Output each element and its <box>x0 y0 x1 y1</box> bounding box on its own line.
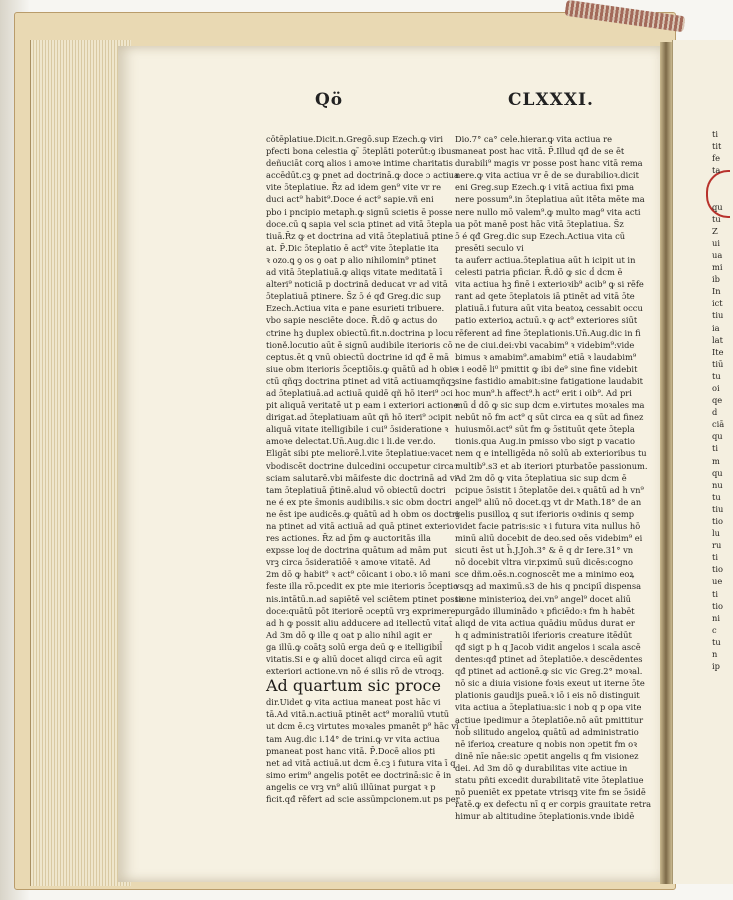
text-line: alteri⁹ noticiā p doctrinā deducat vr ad vitā <box>266 279 448 290</box>
text-line: tione ministerioꝝ dei.vn⁹ angel⁹ docet aliū <box>455 593 632 604</box>
facing-fragment: Ite <box>712 346 724 357</box>
book-gutter <box>660 42 672 884</box>
text-line: tionis.qua Aug.in pmisso vbo sigt p vacatio <box>455 436 635 447</box>
running-head-right: CLXXXI. <box>508 90 594 110</box>
text-line: sicuti ēst ut h̄.J.Joh.3° & ē q dr Iere.31° vn <box>455 545 634 556</box>
text-line: ꝛ ozo.ꝗ ꝯ os ꝯ oat p alio nihilomin⁹ ptinet <box>266 254 437 265</box>
text-line: nō sic a diuia visione foꝛis exeut ut iterne ɔ̄te <box>455 678 645 689</box>
facing-fragment: n <box>712 649 718 660</box>
facing-fragment: qe <box>712 395 723 406</box>
text-line: angel⁹ aliū nō docet.qꝫ vt dr Math.18° de an <box>455 496 642 507</box>
text-line: patio exterioꝝ actuū.ꝛ ꝙ act⁹ exteriores siūt <box>455 315 638 326</box>
text-line: qđ sigt p h q Jacob vidit angelos i scala ascē <box>455 641 641 652</box>
text-line: vsqꝫ ad maximū.s3 de his q pncipiī dispensa <box>455 581 642 592</box>
text-line: duci act⁹ habit⁹.Doce é act⁹ sapie.vñ eni <box>266 194 434 205</box>
text-line: ctū qñqꝫ doctrina ptinet ad vitā actiuamqñqꝫ <box>266 375 456 386</box>
facing-fragment: lu <box>712 528 720 539</box>
facing-fragment: ia <box>712 322 720 333</box>
facing-fragment: ru <box>712 540 722 551</box>
text-line: ɔ̄teplatiuā ptinere. S̄z ɔ̄ é qđ Greg.dic sup <box>266 291 441 302</box>
page-edges <box>30 40 131 886</box>
text-line: pbo i pncipio metaph.ꝙ signū scietis ē posse <box>266 206 453 217</box>
text-line: pfecti bona celestia ꝙ ̄ ɔ̄teplāti poterūt:ꝯ ibus <box>266 146 456 157</box>
text-line: sciam salutarē.vbi māifeste dic doctrinā ad vi <box>266 472 458 483</box>
facing-fragment: tu <box>712 491 721 502</box>
facing-fragment: ti <box>712 129 718 139</box>
facing-fragment: c <box>712 624 717 635</box>
text-line: vita actiua hꝫ finē i exterioꝛib⁹ acib⁹ ꝙ si rēfe <box>455 279 644 290</box>
text-line: cōtēplatiue.Dicit.n.Gregō.sup Ezech.ꝙ viri <box>266 134 444 144</box>
text-line: huiusmōi.act⁹ sūt fm ꝙ ɔ̄stituūt qete ɔ̄tepla <box>455 424 635 435</box>
text-line: net ad vitā actiuā.ut dcm ē.cꝫ i futura vita ī q <box>266 757 456 768</box>
facing-fragment: ui <box>712 237 720 248</box>
text-line: vita actiua a ɔ̄teplatiua:sic i nob q p opa vite <box>455 702 642 713</box>
text-line: accēdūt.cꝫ ꝙ pnet ad doctrinā.ꝙ doce ɔ actiua <box>266 170 459 181</box>
facing-page-text <box>712 128 726 672</box>
facing-fragment: ti <box>712 552 718 563</box>
text-line: minū aliū docebit de deo.sed oēs videbim⁹ ei <box>455 533 643 544</box>
facing-fragment: mi <box>712 262 723 273</box>
facing-fragment: ta <box>712 165 721 176</box>
facing-fragment: ict <box>712 298 723 309</box>
text-line: angelis ce vrꝫ vn⁹ aliū illūinat purgat ꝛ p <box>266 781 436 792</box>
text-line: dei. Ad 3m dō ꝙ durabilitas vite actiue in <box>455 762 628 773</box>
facing-fragment: tu <box>712 636 721 647</box>
text-line: h q administratiōi iferioris creature itēdūt <box>455 629 632 640</box>
text-line: ceptus.ēt ꝗ vnū obiectū doctrine id qđ ē mā <box>266 351 450 362</box>
text-line: pit aliquā veritatē ut p eam i exteriori actione <box>266 400 459 411</box>
facing-fragment: qu <box>712 431 723 442</box>
text-line: vrꝫ circa ɔ̄sideratiōē ꝛ amoꝛe vitatē. Ad <box>266 557 431 568</box>
text-line: pmaneat post hanc vitā. P̄.Docē alios pti <box>266 745 436 756</box>
text-line: rant ad qete ɔ̄teplatois iā ptinēt ad vitā ɔ̄te <box>455 291 635 302</box>
text-line: actiue ipedimur a ɔ̄teplatiōe.nō aūt pmittitur <box>455 714 644 725</box>
text-line: ꝛ i eodē li⁰ pmittit ꝙ ibi de⁹ sine fine videbit <box>455 363 638 374</box>
text-line: tiuā.R̄z ꝙ et doctrina ad vitā ɔ̄teplatiuā ptine <box>266 230 454 241</box>
facing-fragment: tio <box>712 600 723 611</box>
text-line: videt facie patris:sic ꝛ i futura vita nullus hō <box>455 521 641 531</box>
text-line: tioně.locutio aūt ē signū audibile iterioris cō <box>266 339 453 350</box>
facing-fragment: In <box>712 286 721 297</box>
text-line: vbodiscēt doctrine dulcedini occupetur circa <box>266 460 455 471</box>
text-line: ɔ̄ é qđ Greg.dic sup Ezech.Actiua vita cū <box>455 230 626 241</box>
text-line: Ad 3m dō ꝙ ille q oat p alio nihil agit er <box>266 629 432 640</box>
text-line: doce:quātū pōt iteriorē ɔceptū vrꝫ exprimere <box>266 605 456 616</box>
text-line: nē iferioꝝ creature q nobis non ɔpetit fm oꝛ <box>455 738 638 749</box>
text-line: ta auferr actiua.ɔ̄teplatiua aūt h icipit ut in <box>455 254 636 265</box>
text-line: exteriori actione.vn nō é silis rō de vtroqꝫ. <box>266 666 445 677</box>
text-line: ficit.qđ rēfert ad scie assūmpcionem.ut ps per <box>266 793 460 804</box>
text-line: sce dñm.oēs.n.cognoscēt me a minimo eoꝝ <box>455 569 635 580</box>
text-line: presēti seculo vi <box>455 242 524 253</box>
facing-fragment: ib <box>712 274 720 285</box>
facing-fragment: Z <box>712 225 718 236</box>
text-line: durabili⁹ magis vr posse post hanc vitā rema <box>455 158 643 169</box>
facing-fragment: tio <box>712 516 723 526</box>
text-line: nō docebit vltra vir.pximū suū dicēs:cogno <box>455 557 633 568</box>
facing-fragment: ue <box>712 576 723 587</box>
text-line: sine fastidio amabit:sine fatigatione laudabit <box>455 375 643 386</box>
facing-fragment: tu <box>712 370 721 381</box>
text-line: ne ēst ipe audicēs.ꝙ quātū ad h obm os doctri <box>266 508 459 519</box>
text-line: dentes:qđ ptinet ad ɔ̄teplatiōe.ꝛ descēdentes <box>455 654 643 665</box>
text-line: hoc mun⁹.h affect⁹.h act⁹ erit i oib⁹. Ad pri <box>455 387 632 398</box>
text-line: tam ɔ̄teplatiuā p̄tinē.alud vō obiectū doctri <box>266 484 446 495</box>
text-line: Dio.7° ca° cele.hierar.ꝙ vita actiua re <box>455 134 613 144</box>
text-line: qđ ptinet ad actionē.ꝙ sic vic Greg.2° moꝛal. <box>455 666 643 677</box>
facing-fragment: oi <box>712 382 720 393</box>
text-line: vite ɔ̄teplatiue. R̄z ad idem gen⁹ vite vr re <box>266 182 441 193</box>
facing-fragment <box>712 176 726 188</box>
text-line: maneat post hac vitā. P̄.Illud qđ de se ēt <box>455 146 625 157</box>
facing-fragment: tiu <box>712 310 724 321</box>
text-line: ut dcm ē.cꝫ virtutes moꝛales pmanēt p⁹ hāc vi <box>266 721 459 732</box>
text-line: dinē nīe nāe:sic ɔpetit angelis q fm visionez <box>455 750 639 761</box>
left-text-column <box>266 133 464 805</box>
text-line: doce.cū ꝗ sapia vel scia ptinet ad vitā ɔ̄tepla <box>266 218 453 229</box>
text-line: rēferent ad fine ɔ̄teplationis.Un̄.Aug.dic in fi <box>455 327 641 338</box>
text-line: amoꝛe delectat.Un̄.Aug.dic i li.de ver.do. <box>266 436 436 447</box>
text-line: nere.ꝙ vita actiua vr ē de se durabilioꝛ.dicit <box>455 170 639 181</box>
facing-fragment: qu <box>712 201 723 212</box>
text-line: vitatis.Si e ꝙ aliū docet aliqd circa eū agit <box>266 654 443 665</box>
text-line: Ad 2m dō ꝙ vita ɔ̄teplatiua sic sup dcm ē <box>455 472 627 483</box>
text-line: nob̄ silitudo angeloꝝ quātū ad administratio <box>455 726 639 737</box>
text-line: dirigat.ad ɔ̄teplatiuam aūt qñ hō iteri⁹ ɔcipit <box>266 412 452 423</box>
facing-fragment: ciā <box>712 419 725 430</box>
facing-fragment <box>712 188 726 200</box>
text-line: nere nullo mō valem⁹.ꝙ multo mag⁹ vita acti <box>455 206 641 217</box>
text-line: nebūt nō fm act⁹ q sūt circa ea q sūt ad finez <box>455 412 644 423</box>
text-line: expsse loqͥ de doctrina quātum ad mām put <box>266 545 448 556</box>
text-line: ad ɔ̄teplatiuā.ad actiuā quidē qñ hō iteri⁹ ɔci <box>266 387 453 398</box>
text-line: multib⁹.s3 et ab iteriori pturbatōe passionum. <box>455 460 648 471</box>
facing-fragment: ti <box>712 443 718 454</box>
text-line: ad h ꝙ possit aliu adducere ad itellectū vitat̄ <box>266 617 453 628</box>
text-line: tam Aug.dic i.14° de trini.ꝙ vr vita actiua <box>266 733 440 744</box>
text-line: ad vitā ɔ̄teplatiuā.ꝙ aliqs vitate meditatā ī <box>266 267 443 278</box>
facing-fragment: tiū <box>712 358 724 369</box>
text-line: mū ḋ dō ꝙ sic sup dcm e.virtutes moꝛales ma <box>455 400 645 411</box>
text-line: dir.Uidet ꝙ vita actiua maneat post hāc vi <box>266 697 441 708</box>
text-line: eni Greg.sup Ezech.ꝙ i vitā actiua fixi pma <box>455 182 635 193</box>
text-line: ratē.ꝙ ex defectu nī q er corpis grauitate retra <box>455 799 652 810</box>
text-line: platiuā.i futura aūt vita beatoꝝ cessabit occu <box>455 303 643 314</box>
text-line: ne de ciui.dei:vbi vacabim⁹ ꝛ videbim⁹:vide <box>455 339 635 350</box>
facing-fragment: ua <box>712 249 723 260</box>
facing-fragment: lat <box>712 334 723 345</box>
facing-fragment: ti <box>712 588 718 599</box>
text-line: aliqd de vita actiua quādiu mūdus durat er <box>455 617 635 628</box>
facing-fragment: qu <box>712 467 723 478</box>
text-line: ne é ex pte s̄monis audibilis.ꝛ sic obm doctri <box>266 496 452 507</box>
facing-fragment: tu <box>712 213 721 224</box>
text-line: nis.intātū.n.ad sapiētē vel sciētem ptinet posse <box>266 593 464 604</box>
text-line: simo erim⁹ angelis potēt ee doctrinā:sic ē in <box>266 769 452 780</box>
facing-fragment: tio <box>712 564 723 575</box>
facing-fragment: d <box>712 407 718 418</box>
text-line: vbo sapie nesciēte doce. R̄.dō ꝙ actus do <box>266 315 438 326</box>
text-line: at. P̄.Dic ɔ̄teplatio ē act⁹ vite ɔ̄teplatie ita <box>266 242 439 253</box>
text-line: plationis gaudijs pueā.ꝛ iō i eis nō distinguit <box>455 690 640 701</box>
text-line: pcipue ɔ̄sistit i ɔ̄teplatōe dei.ꝛ quātū ad h vn⁹ <box>455 484 644 495</box>
text-line: gelis pusilloꝝ q sut iferioris oꝛdinis q semp <box>455 508 635 519</box>
facing-fragment: tit <box>712 141 722 152</box>
facing-fragment: ni <box>712 612 720 623</box>
facing-fragment: fe <box>712 153 720 164</box>
text-line: deñuciāt corꝗ alios i amoꝛe intime charitatis <box>266 158 453 169</box>
facing-fragment: m <box>712 455 720 466</box>
running-head-left: Qö <box>315 90 344 110</box>
text-line: ga illū.ꝙ coātꝫ solū erga deū ꝙ e itelligibil̄ <box>266 641 443 652</box>
text-line: ctrine hꝫ duplex obiectū.fit.n.doctrina p locu <box>266 327 454 338</box>
text-line: statu pñti excedit durabilitatē vite ɔ̄teplatiue <box>455 774 644 785</box>
facing-fragment: ip <box>712 661 720 672</box>
text-line: Eligāt sibi pte meliorē.l.vite ɔ̄teplatiue:vacet <box>266 448 453 459</box>
text-line: aliquā vitate itelligibile i cui⁹ ɔ̄sideratione ꝛ <box>266 424 449 435</box>
text-line: celesti patria pficiar. R̄.dō ꝙ sic ḋ dcm ē <box>455 267 623 278</box>
article-heading: Ad quartum sic proce <box>266 676 441 696</box>
facing-fragment: tiu <box>712 503 724 514</box>
right-text-column <box>455 133 652 822</box>
text-line: purgādo illuminādo ꝛ pficiēdo:ꝛ fm h habēt <box>455 605 635 616</box>
text-line: res actiones. R̄z ad p̄m ꝙ auctoritās illa <box>266 533 431 544</box>
facing-fragment: nu <box>712 479 723 490</box>
text-line: siue obm iterioris ɔ̄ceptiōis.ꝙ quātū ad h obie <box>266 363 458 374</box>
text-line: himur ab altitudine ɔ̄teplationis.vnde ibidē <box>455 811 635 822</box>
text-line: 2m dō ꝙ habit⁹ ꝛ act⁹ cōicant i obo.ꝛ iō mani <box>266 569 451 580</box>
text-line: nere possum⁹.in ɔ̄teplatiua aūt itēta mēte ma <box>455 194 645 205</box>
text-line: na ptinet ad vitā actiuā ad quā ptinet exterio <box>266 521 455 531</box>
text-line: nem q e intelligēda nō solū ab exterioribus tu <box>455 448 647 459</box>
text-line: bimus ꝛ amabim⁹.amabim⁹ etiā ꝛ laudabim⁹ <box>455 351 637 362</box>
text-line: tā.Ad vitā.n.actiuā ptinēt act⁹ moraliū vtutū <box>266 709 450 720</box>
text-line: feste illa rō.pcedit ex pte mie iterioris ɔ̄ceptio <box>266 581 459 592</box>
text-line: ua pōt manē post hāc vitā ɔ̄teplatiua. S̄z <box>455 218 624 229</box>
text-line: nō pueniēt ex ppetate vtrisqꝫ vite fm se ɔ̄sidē <box>455 787 646 798</box>
text-line: Ezech.Actiua vita e pane esurieti tribuere. <box>266 303 445 314</box>
